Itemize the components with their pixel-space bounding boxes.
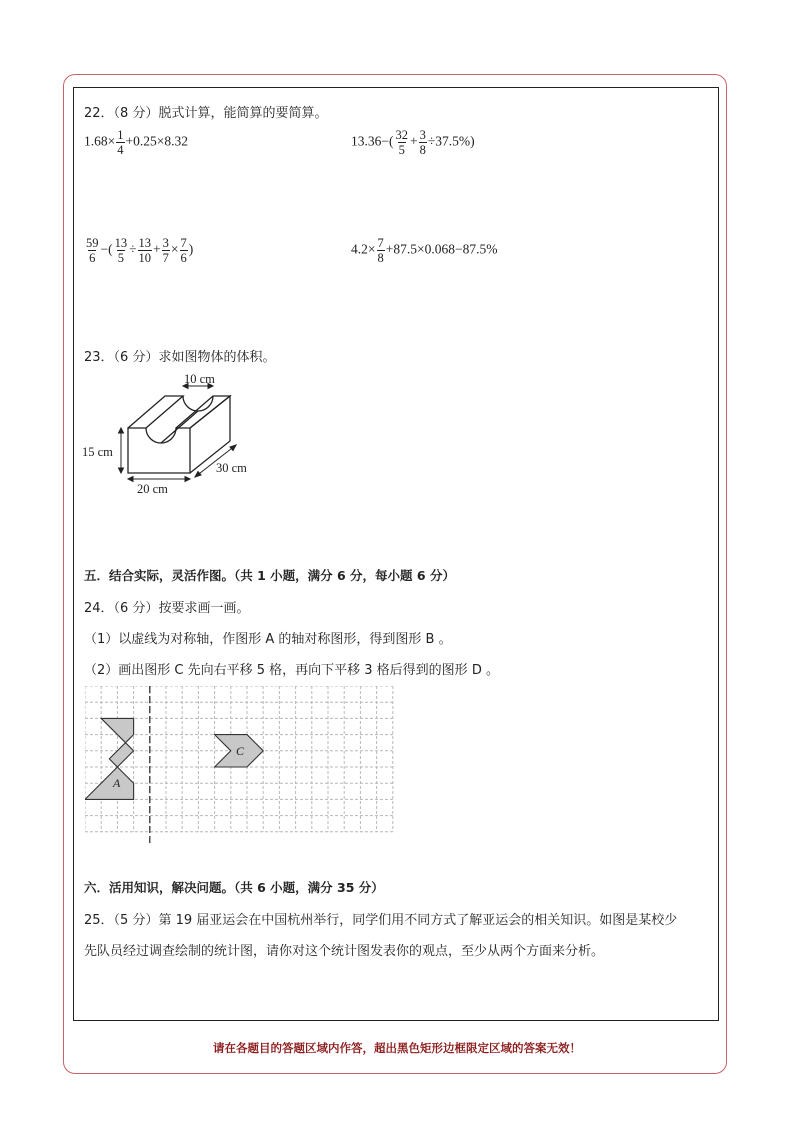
q23-solid-figure — [80, 368, 270, 500]
arrowhead — [119, 428, 124, 433]
q22-expression-1 — [84, 128, 188, 157]
q25-text-line-2: 先队员经过调查绘制的统计图，请你对这个统计图发表你的观点，至少从两个方面来分析。 — [84, 944, 605, 959]
expr-text: ) — [188, 241, 194, 257]
denominator: 6 — [180, 251, 187, 265]
arrowhead — [128, 477, 133, 482]
denominator: 10 — [138, 251, 152, 265]
channel-floor-edge — [161, 411, 198, 443]
numerator: 7 — [180, 236, 187, 250]
arrowhead — [230, 445, 236, 451]
fraction — [138, 236, 153, 265]
label-shape-c: C — [236, 744, 245, 758]
fraction — [116, 128, 124, 157]
fraction — [180, 236, 188, 265]
expr-text: −( — [100, 241, 113, 257]
fraction — [394, 128, 409, 157]
expr-text: 4.2× — [351, 241, 376, 257]
section-5-heading: 五．结合实际，灵活作图。（共 1 小题，满分 6 分，每小题 6 分） — [84, 568, 455, 583]
top-left-face — [128, 396, 183, 428]
fraction — [162, 236, 170, 265]
footer-warning: 请在各题目的答题区域内作答，超出黑色矩形边框限定区域的答案无效！ — [213, 1041, 581, 1055]
fraction — [419, 128, 427, 157]
label-bottom: 20 cm — [137, 482, 168, 496]
arrowhead — [185, 477, 190, 482]
numerator: 13 — [138, 236, 152, 250]
denominator: 7 — [162, 251, 169, 265]
numerator: 32 — [395, 128, 408, 142]
expr-text: +87.5×0.068−87.5% — [385, 241, 498, 257]
section-6-heading: 六．活用知识，解决问题。（共 6 小题，满分 35 分） — [84, 880, 384, 895]
label-left: 15 cm — [82, 445, 113, 459]
q24-grid-figure — [85, 686, 407, 848]
fraction — [85, 236, 100, 265]
expr-text: × — [170, 241, 179, 257]
denominator: 5 — [117, 251, 124, 265]
expr-text: ÷ — [129, 241, 137, 257]
q24-instruction-2: （2）画出图形 C 先向右平移 5 格，再向下平移 3 格后得到的图形 D 。 — [84, 663, 499, 678]
numerator: 7 — [377, 236, 384, 250]
fraction — [377, 236, 385, 265]
denominator: 5 — [398, 143, 405, 157]
denominator: 8 — [377, 251, 384, 265]
denominator: 6 — [89, 251, 96, 265]
numerator: 3 — [419, 128, 426, 142]
label-depth: 30 cm — [216, 461, 247, 475]
denominator: 4 — [117, 143, 124, 157]
q22-expression-2 — [351, 128, 475, 157]
numerator: 59 — [86, 236, 99, 250]
q22-expression-3 — [84, 236, 193, 265]
q24-instruction-1: （1）以虚线为对称轴，作图形 A 的轴对称图形，得到图形 B 。 — [84, 632, 452, 647]
expr-text: 13.36−( — [351, 133, 394, 149]
numerator: 3 — [162, 236, 169, 250]
q22-expression-4 — [351, 236, 497, 265]
expr-text: + — [153, 241, 161, 257]
front-face — [128, 428, 190, 473]
q23-title: 23．（6 分）求如图物体的体积。 — [84, 350, 276, 365]
shape-a — [85, 718, 134, 799]
numerator: 13 — [114, 236, 128, 250]
numerator: 1 — [117, 128, 124, 142]
arrowhead — [119, 468, 124, 473]
label-top: 10 cm — [184, 372, 215, 386]
label-shape-a: A — [113, 776, 121, 790]
q22-title: 22．（8 分）脱式计算，能简算的要简算。 — [84, 106, 328, 121]
expr-text: + — [409, 133, 418, 149]
expr-text: ÷37.5%) — [427, 133, 475, 149]
expr-text: 1.68× — [84, 133, 116, 149]
q25-text-line-1: 25．（5 分）第 19 届亚运会在中国杭州举行，同学们用不同方式了解亚运会的相关知识。如图是某校少 — [84, 913, 678, 928]
denominator: 8 — [419, 143, 426, 157]
fraction — [114, 236, 129, 265]
expr-text: +0.25×8.32 — [125, 133, 188, 149]
arrowhead — [195, 472, 201, 478]
q24-title: 24．（6 分）按要求画一画。 — [84, 601, 250, 616]
